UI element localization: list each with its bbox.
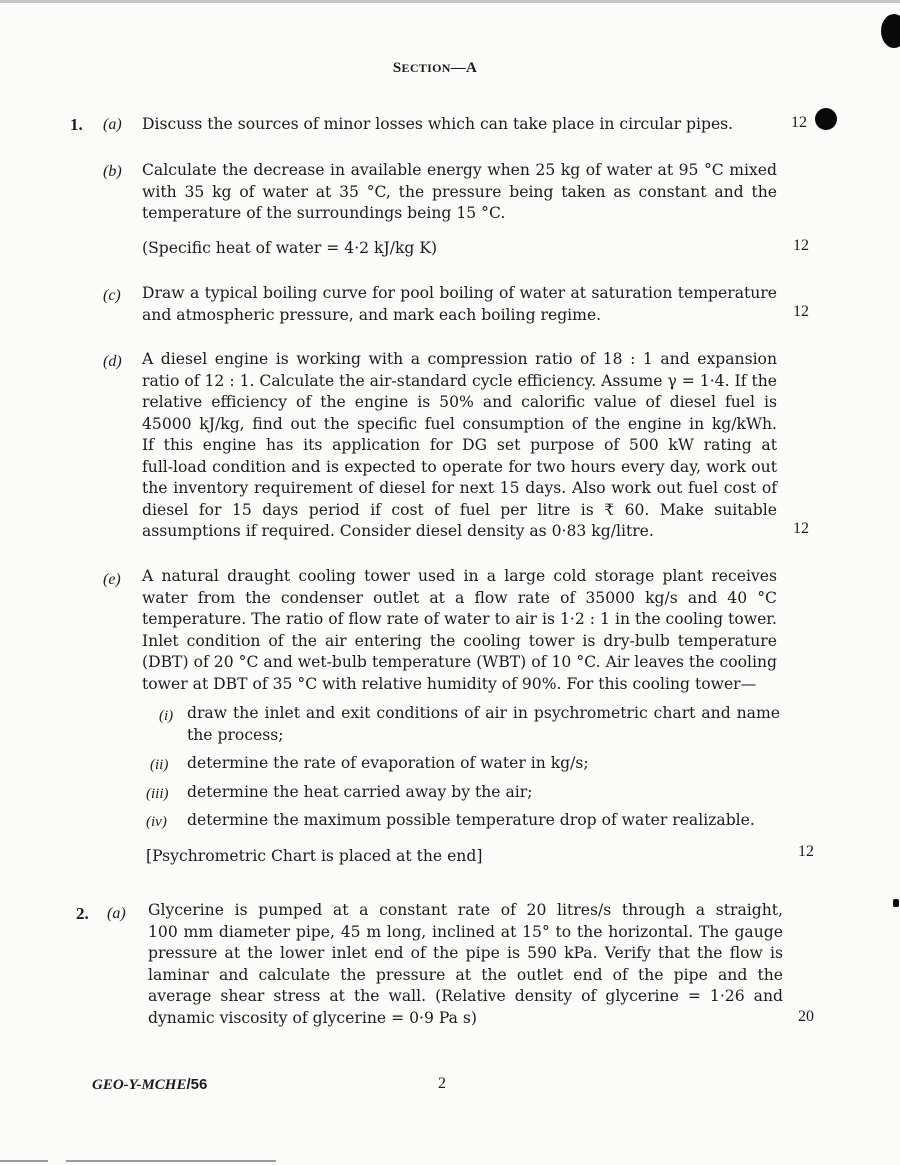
section-heading-suffix: —A: [450, 60, 478, 76]
bottom-scan-edge-mid: [66, 1160, 276, 1162]
part-label: (a): [107, 905, 126, 922]
question-text-line: tower at DBT of 35 °C with relative humidity of 90%. For this cooling tower—: [142, 674, 757, 693]
marks: 12: [793, 520, 809, 537]
question-text-block: [148, 900, 783, 1029]
question-text-line: full-load condition and is expected to operate for two hours every day, work out: [142, 457, 777, 476]
part-label: (b): [103, 163, 122, 180]
subpart-text-line: draw the inlet and exit conditions of air in psychrometric chart and name: [187, 704, 780, 722]
subpart-text-block: [187, 703, 780, 746]
bottom-scan-edge-left: [0, 1160, 48, 1162]
subpart-text-line: determine the rate of evaporation of water in kg/s;: [187, 754, 589, 772]
question-text-line: the inventory requirement of diesel for next 15 days. Also work out fuel cost of: [142, 479, 777, 497]
subpart-text-line: determine the maximum possible temperature drop of water realizable.: [187, 811, 755, 829]
section-heading-initial: S: [392, 60, 402, 76]
question-text-block: [142, 566, 777, 695]
question-text-line: Inlet condition of the air entering the cooling tower is dry-bulb temperature: [142, 631, 777, 650]
section-heading-smallcaps: ECTION: [401, 61, 451, 75]
question-text-block: [142, 283, 777, 326]
subpart-label: (i): [159, 708, 174, 724]
marks: 12: [798, 843, 814, 860]
chart-note: [Psychrometric Chart is placed at the end]: [146, 847, 483, 865]
marks: 12: [793, 237, 809, 254]
question-text-line: dynamic viscosity of glycerine = 0·9 Pa s): [148, 1008, 477, 1027]
subpart-label: (iv): [146, 814, 167, 830]
question-text-line: A natural draught cooling tower used in a large cold storage plant receives: [142, 567, 777, 585]
question-number: 2.: [76, 904, 89, 923]
marks: 12: [793, 303, 809, 320]
section-heading: [0, 60, 870, 77]
question-text-line: water from the condenser outlet at a flow rate of 35000 kg/s and 40 °C: [142, 588, 777, 607]
part-label: (c): [103, 287, 121, 304]
question-text-line: temperature. The ratio of flow rate of water to air is 1·2 : 1 in the cooling tower.: [142, 610, 777, 628]
page-number: 2: [438, 1075, 446, 1092]
question-text-line: laminar and calculate the pressure at the outlet end of the pipe and the: [148, 965, 783, 984]
question-text-block: [142, 160, 777, 225]
question-text-line: with 35 kg of water at 35 °C, the pressure being taken as constant and the: [142, 182, 777, 201]
question-text-line: relative efficiency of the engine is 50% and calorific value of diesel fuel is: [142, 393, 777, 411]
question-text-line: temperature of the surroundings being 15 °C.: [142, 204, 506, 222]
question-text-line: If this engine has its application for DG set purpose of 500 kW rating at: [142, 436, 777, 454]
question-text-line: Glycerine is pumped at a constant rate of 20 litres/s through a straight,: [148, 901, 783, 919]
paper-code: [92, 1076, 207, 1094]
subpart-label: (iii): [146, 786, 169, 802]
question-text-line: ratio of 12 : 1. Calculate the air-standard cycle efficiency. Assume γ = 1·4. If the: [142, 371, 777, 390]
part-label: (a): [103, 116, 122, 133]
question-text-line: diesel for 15 days period if cost of fuel per litre is ₹ 60. Make suitable: [142, 500, 777, 519]
question-text-line: average shear stress at the wall. (Relative density of glycerine = 1·26 and: [148, 987, 783, 1005]
margin-speck-dot: [893, 899, 899, 907]
question-text-line: 45000 kJ/kg, find out the specific fuel consumption of the engine in kg/kWh.: [142, 414, 777, 433]
margin-blot-dot: [815, 108, 837, 130]
given-data-note: (Specific heat of water = 4·2 kJ/kg K): [142, 239, 438, 257]
paper-code-suffix: /56: [186, 1076, 208, 1093]
top-scan-edge: [0, 0, 900, 3]
binding-hole-dot: [881, 14, 900, 48]
question-text-block: [142, 349, 777, 543]
question-text-line: assumptions if required. Consider diesel density as 0·83 kg/litre.: [142, 522, 654, 540]
question-text-line: 100 mm diameter pipe, 45 m long, inclined at 15° to the horizontal. The gauge: [148, 922, 783, 941]
question-text-line: (DBT) of 20 °C and wet-bulb temperature (WBT) of 10 °C. Air leaves the cooling: [142, 653, 777, 671]
question-text-line: and atmospheric pressure, and mark each boiling regime.: [142, 305, 602, 324]
part-label: (e): [103, 571, 121, 588]
subpart-text-line: the process;: [187, 725, 284, 744]
marks: 12: [791, 114, 807, 131]
question-text-line: pressure at the lower inlet end of the pipe is 590 kPa. Verify that the flow is: [148, 944, 783, 962]
subpart-text-line: determine the heat carried away by the air;: [187, 783, 533, 801]
marks: 20: [798, 1008, 814, 1025]
question-text-line: Calculate the decrease in available energy when 25 kg of water at 95 °C mixed: [142, 161, 777, 179]
part-label: (d): [103, 353, 122, 370]
paper-code-script: GEO-Y-MCHE: [92, 1077, 187, 1093]
question-text-line: Draw a typical boiling curve for pool boiling of water at saturation temperature: [142, 284, 777, 302]
question-text-line: A diesel engine is working with a compression ratio of 18 : 1 and expansion: [142, 350, 777, 368]
subpart-label: (ii): [150, 757, 169, 773]
question-number: 1.: [70, 115, 83, 134]
question-text-line: Discuss the sources of minor losses which can take place in circular pipes.: [142, 115, 734, 133]
